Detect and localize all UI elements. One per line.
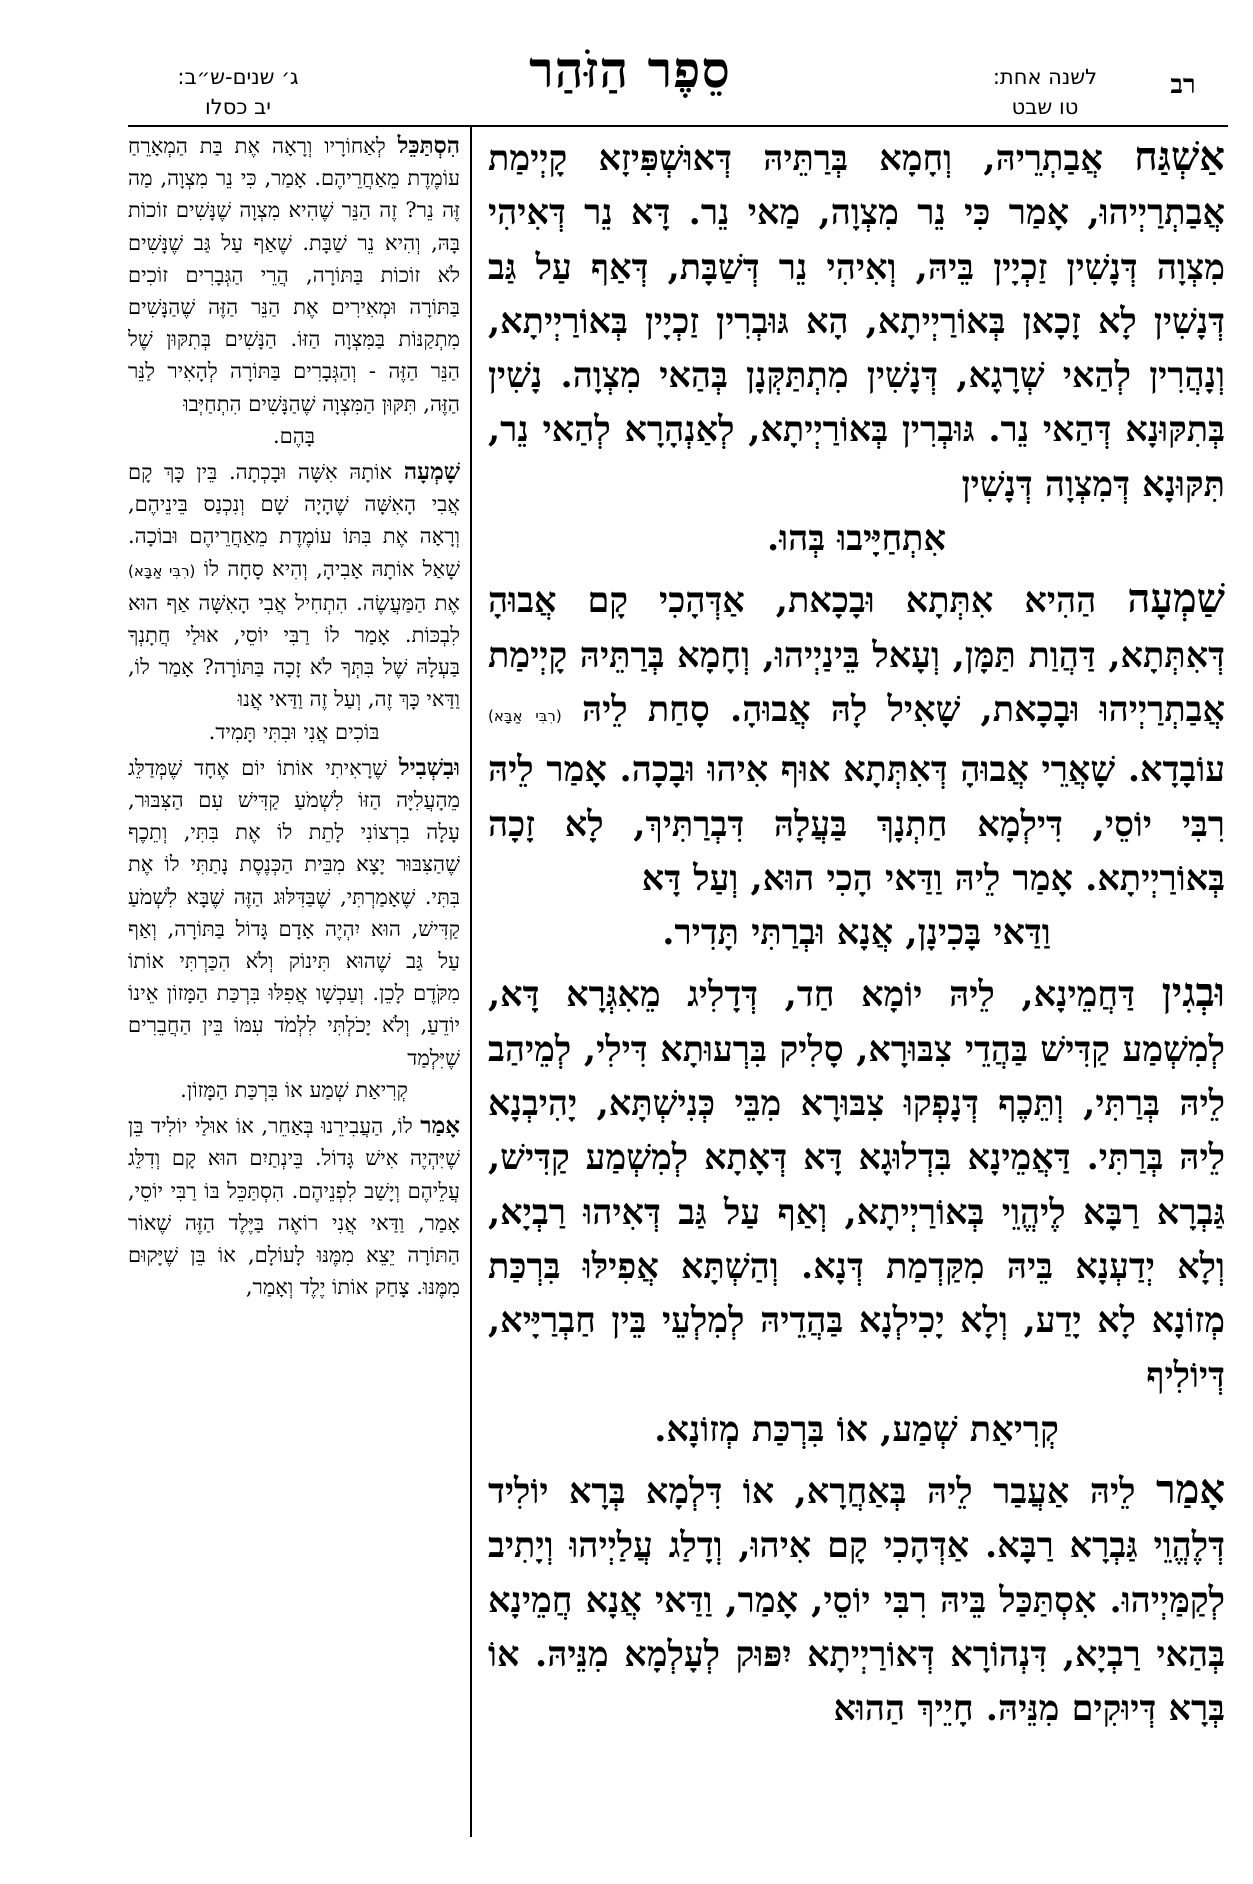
paragraph-opening-word: וּבִשְׁבִיל — [398, 753, 460, 781]
header-right-info — [945, 62, 1145, 122]
main-paragraph-4 — [488, 1463, 1225, 1736]
paragraph-text: אוֹתָהּ אִשָּׁה וּבָכְתָה. בֵּין כָּךְ קָם אֲבִי הָאִשָּׁה שֶׁהָיָה שָׁם וְנִכְנַס בֵּינֵיהֶם, וְרָאָה אֶת בִּתּוֹ עוֹמֶדֶת מֵאַחֲרֵיהֶם וּבוֹכָה. שָׁאַל אוֹתָהּ אָבִיהָ, וְהִיא סָחָה לוֹ — [128, 460, 460, 581]
side-paragraph-1 — [128, 130, 460, 452]
header-left-line2: יב כסלו — [205, 95, 271, 119]
book-title: סֵפֶר הַזֹּהַר — [529, 40, 731, 99]
header-left-info — [128, 62, 348, 122]
page-number: רב — [1170, 70, 1196, 100]
main-paragraph-2 — [488, 572, 1225, 960]
header-right-line2: טו שבט — [1011, 95, 1079, 119]
paragraph-text: לוֹ, הַעֲבִירֵנוּ בְּאַחֵר, אוֹ אוּלַי יוֹלִיד בֵּן שֶׁיִּהְיֶה אִישׁ גָּדוֹל. בֵּינְתַיִם הוּא קָם וְדִלֵּג עֲלֵיהֶם וְיָשַׁב לִפְנֵיהֶם. הִסְתַּכֵּל בּוֹ רַבִּי יוֹסֵי, אָמַר, וַדַּאי אֲנִי רוֹאֶה בַּיֶּלֶד הַזֶּה שֶׁאוֹר הַתּוֹרָה יֵצֵא מִמֶּנּוּ לָעוֹלָם, אוֹ בֵּן שֶׁיָּקוּם מִמֶּנּוּ. צָחַק אוֹתוֹ יֶלֶד וְאָמַר, — [128, 1114, 460, 1300]
paragraph-opening-word: אָמַר — [420, 1112, 460, 1140]
paragraph-last-line: בּוֹכִים אֲנִי וּבִתִּי תָּמִיד. — [208, 719, 380, 744]
side-paragraph-4 — [128, 1110, 460, 1303]
paragraph-text: עוֹבָדָא. שָׁאֲרֵי אֲבוּהָ דְּאִתְּתָא אוּף אִיהוּ וּבָכָה. אָמַר לֵיהּ רִבִּי יוֹסֵי, דִּילְמָא חַתְנָךְ בַּעֲלָהּ דִּבְרַתִּיךְ, לָא זָכָה בְּאוֹרַיְיתָא. אָמַר לֵיהּ וַדַּאי הָכִי הוּא, וְעַל דָּא — [488, 749, 1225, 899]
paragraph-text: הַהִיא אִתְּתָא וּבָכָאת, אַדְּהָכִי קָם אֲבוּהָ דְּאִתְּתָא, דַּהֲוַת תַּמָּן, וְעָאל בֵּינַיְיהוּ, וְחָמָא בְּרַתֵּיהּ קָיְימַת אֲבַתְרַיְיהוּ וּבָכָאת, שָׁאִיל לָהּ אֲבוּהָ. — [488, 580, 1225, 730]
paragraph-opening-word: הִסְתַּכֵּל — [397, 132, 460, 159]
paragraph-last-line: אִתְחַיָּיבוּ בְּהוּ. — [766, 518, 947, 560]
main-paragraph-3 — [488, 966, 1225, 1457]
main-paragraph-1 — [488, 130, 1225, 566]
column-divider — [470, 127, 472, 1837]
paragraph-last-line: וַדַּאי בָּכִינָן, אֲנָא וּבְרַתִּי תָּדִיר. — [662, 912, 1051, 954]
paragraph-text: סָחַת לֵיהּ — [581, 688, 710, 730]
paragraph-opening-word: שַׁמְעָה — [1127, 575, 1225, 623]
paragraph-opening-word: וּבְגִין — [1161, 969, 1225, 1017]
paragraph-text: אֶת הַמַּעֲשֶׂה. הִתְחִיל אֲבִי הָאִשָּׁה אַף הוּא לִבְכּוֹת. אָמַר לוֹ רַבִּי יוֹסֵי, אוּלַי חֲתָנְךָ בַּעְלָהּ שֶׁל בִּתְּךָ לֹא זָכָה בַּתּוֹרָה? אָמַר לוֹ, וַדַּאי כָּךְ זֶה, וְעַל זֶה וַדַּאי אֲנוּ — [128, 590, 460, 712]
paragraph-text: אֲבַתְרֵיהּ, וְחָמָא בְּרַתֵּיהּ דְּאוּשְׁפִּיזָא קָיְימַת אֲבַתְרַיְיהוּ, אָמַר כִּי נֵר מִצְוָה, מַאי נֵר. דָּא נֵר דְּאִיהִי מִצְוָה דְּנָשִׁין זַכְיָין בֵּיהּ, וְאִיהִי נֵר דְּשַׁבָּת, דְּאַף עַל גַּב דְּנָשִׁין לָא זָכָאן בְּאוֹרַיְיתָא, הָא גּוּבְרִין זַכְיָין בְּאוֹרַיְיתָא, וְנָהֲרִין לְהַאי שְׁרָגָא, דְּנָשִׁין מִתְתַּקְּנָן בְּהַאי מִצְוָה. נָשִׁין בְּתִקּוּנָא דְּהַאי נֵר. גּוּבְרִין בְּאוֹרַיְיתָא, לְאַנְהָרָא לְהַאי נֵר, תִּקּוּנָא דְּמִצְוָה דְּנָשִׁין — [488, 138, 1225, 505]
paragraph-text: לְאַחוֹרָיו וְרָאָה אֶת בַּת הַמְאָרֵחַ עוֹמֶדֶת מֵאַחֲרֵיהֶם. אָמַר, כִּי נֵר מִצְוָה, מַה זֶּה נֵר? זֶה הַנֵּר שֶׁהִיא מִצְוָה שֶׁנָּשִׁים זוֹכוֹת בָּהּ, וְהִיא נֵר שַׁבָּת. שֶׁאַף עַל גַּב שֶׁנָּשִׁים לֹא זוֹכוֹת בַּתּוֹרָה, הֲרֵי הַגְּבָרִים זוֹכִים בַּתּוֹרָה וּמְאִירִים אֶת הַנֵּר הַזֶּה שֶׁהַנָּשִׁים מִתְקַנּוֹת בַּמִּצְוָה הַזּוֹ. הַנָּשִׁים בְּתִקּוּן שֶׁל הַנֵּר הַזֶּה - וְהַגְּבָרִים בַּתּוֹרָה לְהָאִיר לַנֵּר הַזֶּה, תִּקּוּן הַמִּצְוָה שֶׁהַנָּשִׁים הִתְחַיְּבוּ — [128, 134, 460, 416]
paragraph-opening-word: אַשְׁגַּח — [1134, 133, 1225, 180]
side-paragraph-2 — [128, 456, 460, 748]
paragraph-last-line: קְרִיאַת שְׁמַע אוֹ בִּרְכַּת הַמָּזוֹן. — [180, 1077, 408, 1102]
paragraph-last-line: בָּהֶם. — [273, 423, 315, 448]
paragraph-last-line: קְרִיאַת שְׁמַע, אוֹ בִּרְכַּת מְזוֹנָא. — [654, 1408, 1059, 1450]
side-paragraph-3 — [128, 752, 460, 1106]
inline-note: (רִבִּי אַבָּא) — [488, 706, 562, 725]
header-right-line1: לשנה אחת: — [992, 65, 1098, 89]
inline-note: (רִבִּי אַבָּא) — [128, 561, 196, 580]
header-left-line1: ג׳ שנים-ש״ב: — [177, 65, 299, 89]
paragraph-opening-word: אָמַר — [1155, 1466, 1225, 1514]
main-text-column — [488, 130, 1225, 1840]
header-rule — [128, 125, 1228, 127]
paragraph-text: דַּחֲמֵינָא, לֵיהּ יוֹמָא חַד, דְּדָלִיג מֵאִגְּרָא דָּא, לְמִשְׁמַע קַדִּישׁ בַּהֲדֵי צִבּוּרָא, סָלִיק בִּרְעוּתָא דִּילִי, לְמֵיהַב לֵיהּ בְּרַתִּי, וְתֵּכֶף דְּנָפְקוּ צִבּוּרָא מִבֵּי כְּנִישְׁתָּא, יָהִיבְנָא לֵיהּ בְּרַתִּי. דַּאֲמֵינָא בִּדְלוּגָא דָּא דְּאָתָא לְמִשְׁמַע קַדִּישׁ, גַּבְרָא רַבָּא לֶיהֱוֵי בְּאוֹרַיְיתָא, וְאַף עַל גַּב דְּאִיהוּ רַבְיָא, וְלָא יְדַעְנָא בֵּיהּ מִקַּדְמַת דְּנָא. וְהַשְׁתָּא אֲפִילּוּ בִּרְכַּת מְזוֹנָא לָא יָדַע, וְלָא יָכִילְנָא בַּהֲדֵיהּ לְמִלְעֵי בֵּין חַבְרַיָּיא, דְּיוֹלִיף — [488, 974, 1225, 1396]
paragraph-text: לֵיהּ אַעֲבַר לֵיהּ בְּאַחֲרָא, אוֹ דִּלְמָא בְּרָא יוֹלִיד דְּלֶהֱוֵי גַּבְרָא רַבָּא. אַדְּהָכִי קָם אִיהוּ, וְדָלַג עֲלַיְיהוּ וְיָתִיב לְקַמַּיְיהוּ. אִסְתַּכַּל בֵּיהּ רִבִּי יוֹסֵי, אָמַר, וַדַּאי אֲנָא חֲמֵינָא בְּהַאי רַבְיָא, דִּנְהוֹרָא דְּאוֹרַיְיתָא יִפּוּק לְעָלְמָא מִנֵּיהּ. אוֹ בְּרָא דְּיוּקִים מִנֵּיהּ. חָיֵיךְ הַהוּא — [488, 1471, 1225, 1730]
paragraph-opening-word: שָׁמְעָה — [403, 458, 460, 486]
paragraph-text: שֶׁרָאִיתִי אוֹתוֹ יוֹם אֶחָד שֶׁמְּדַלֵּג מֵהָעֲלִיָּה הַזּוֹ לִשְׁמֹעַ קַדִּישׁ עִם הַצִּבּוּר, עָלָה בִרְצוֹנִי לָתֵת לוֹ אֶת בִּתִּי, וְתֵכֶף שֶׁהַצִּבּוּר יָצָא מִבֵּית הַכְּנֶסֶת נָתַתִּי לוֹ אֶת בִּתִּי. שֶׁאָמַרְתִּי, שֶׁבַּדִּלּוּג הַזֶּה שֶׁבָּא לִשְׁמֹעַ קַדִּישׁ, הוּא יִהְיֶה אָדָם גָּדוֹל בַּתּוֹרָה, וְאַף עַל גַּב שֶׁהוּא תִּינוֹק וְלֹא הִכַּרְתִּי אוֹתוֹ מִקֹּדֶם לָכֵן. וְעַכְשָׁו אֲפִלּוּ בִּרְכַּת הַמָּזוֹן אֵינוֹ יוֹדֵעַ, וְלֹא יָכֹלְתִּי לִלְמֹד עִמּוֹ בֵּין הַחֲבֵרִים שֶׁיִּלְמַד — [128, 755, 460, 1070]
translation-column — [128, 130, 460, 1840]
